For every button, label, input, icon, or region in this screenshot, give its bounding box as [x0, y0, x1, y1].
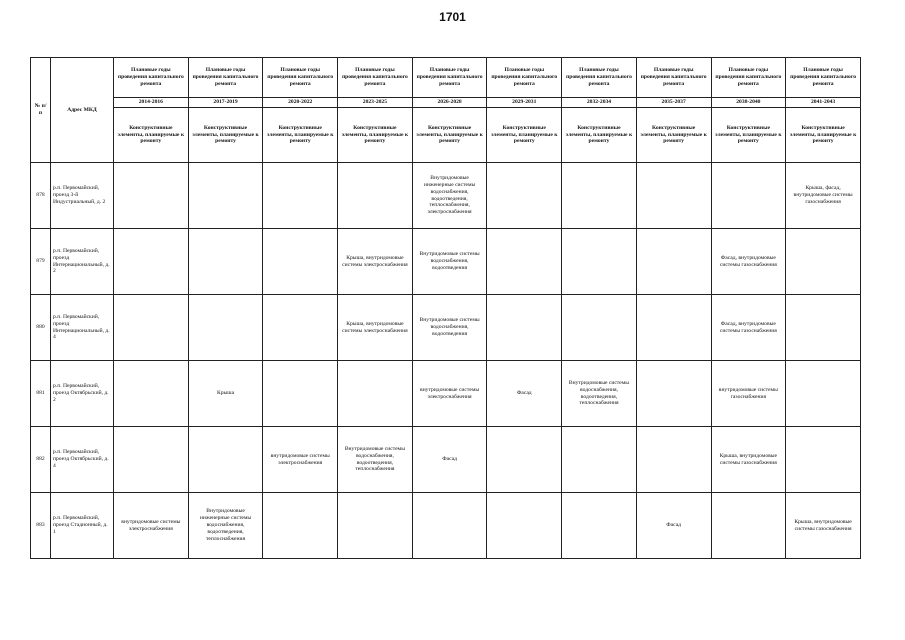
period-years-header: 2026-2028 — [412, 98, 487, 108]
repair-elements-cell: Фасад — [412, 427, 487, 493]
repair-elements-cell — [786, 427, 861, 493]
row-address: р.п. Первомайский, проезд Интернациональный, д. 2 — [51, 229, 114, 295]
period-title-header: Плановые годы проведения капитального ремонта — [188, 58, 263, 98]
header-row-descriptions — [31, 108, 861, 163]
header-row-years — [31, 98, 861, 108]
row-number: 882 — [31, 427, 51, 493]
repair-elements-cell — [338, 163, 413, 229]
repair-elements-cell — [562, 229, 637, 295]
repair-elements-cell — [263, 361, 338, 427]
repair-elements-cell: внутридомовые системы электроснабжения — [263, 427, 338, 493]
repair-elements-cell — [263, 295, 338, 361]
row-address: р.п. Первомайский, проезд Интернациональный, д. 4 — [51, 295, 114, 361]
period-years-header: 2023-2025 — [338, 98, 413, 108]
repair-elements-cell — [114, 295, 189, 361]
repair-elements-cell: Крыша, внутридомовые системы электроснабжения — [338, 295, 413, 361]
period-elements-header: Конструктивные элементы, планируемые к ремонту — [636, 108, 711, 163]
repair-elements-cell — [263, 163, 338, 229]
repair-elements-cell: Фасад, внутридомовые системы газоснабжения — [711, 295, 786, 361]
period-elements-header: Конструктивные элементы, планируемые к ремонту — [562, 108, 637, 163]
repair-elements-cell — [338, 493, 413, 559]
repair-elements-cell: Фасад — [636, 493, 711, 559]
table-row — [31, 229, 861, 295]
repair-elements-cell: Фасад, внутридомовые системы газоснабжения — [711, 229, 786, 295]
repair-elements-cell: Крыша, фасад, внутридомовые системы газоснабжения — [786, 163, 861, 229]
period-elements-header: Конструктивные элементы, планируемые к ремонту — [711, 108, 786, 163]
repair-elements-cell — [412, 493, 487, 559]
period-title-header: Плановые годы проведения капитального ремонта — [412, 58, 487, 98]
table-row — [31, 493, 861, 559]
table-row — [31, 295, 861, 361]
period-elements-header: Конструктивные элементы, планируемые к ремонту — [188, 108, 263, 163]
repair-elements-cell: Внутридомовые инженерные системы водоснабжения, водоотведения, теплоснабжения — [188, 493, 263, 559]
repair-elements-cell — [562, 295, 637, 361]
period-title-header: Плановые годы проведения капитального ремонта — [786, 58, 861, 98]
header-row-titles — [31, 58, 861, 98]
row-number: 880 — [31, 295, 51, 361]
repair-elements-cell — [114, 361, 189, 427]
repair-elements-cell: Крыша, внутридомовые системы газоснабжения — [711, 427, 786, 493]
repair-elements-cell: Крыша, внутридомовые системы газоснабжения — [786, 493, 861, 559]
repair-elements-cell: Внутридомовые системы водоснабжения, водоотведения — [412, 295, 487, 361]
repair-elements-cell — [636, 163, 711, 229]
table-body — [31, 163, 861, 559]
period-title-header: Плановые годы проведения капитального ремонта — [338, 58, 413, 98]
repair-elements-cell — [487, 493, 562, 559]
repair-elements-cell: Крыша, внутридомовые системы электроснабжения — [338, 229, 413, 295]
period-years-header: 2020-2022 — [263, 98, 338, 108]
repair-elements-cell: Внутридомовые системы водоснабжения, водоотведения, теплоснабжения — [562, 361, 637, 427]
repair-elements-cell: Фасад — [487, 361, 562, 427]
period-years-header: 2017-2019 — [188, 98, 263, 108]
repair-elements-cell — [636, 427, 711, 493]
period-title-header: Плановые годы проведения капитального ремонта — [711, 58, 786, 98]
row-number: 881 — [31, 361, 51, 427]
repair-elements-cell — [114, 229, 189, 295]
repair-elements-cell: Внутридомовые системы водоснабжения, водоотведения — [412, 229, 487, 295]
repair-elements-cell — [188, 295, 263, 361]
repair-elements-cell — [636, 361, 711, 427]
repair-elements-cell: внутридомовые системы электроснабжения — [114, 493, 189, 559]
period-elements-header: Конструктивные элементы, планируемые к ремонту — [114, 108, 189, 163]
page-number: 1701 — [439, 10, 466, 24]
repair-elements-cell — [786, 361, 861, 427]
repair-elements-cell — [711, 493, 786, 559]
period-years-header: 2041-2043 — [786, 98, 861, 108]
capital-repair-table — [30, 57, 861, 559]
repair-elements-cell — [786, 229, 861, 295]
period-elements-header: Конструктивные элементы, планируемые к ремонту — [263, 108, 338, 163]
repair-elements-cell — [188, 229, 263, 295]
row-number: 883 — [31, 493, 51, 559]
repair-elements-cell: внутридомовые системы электроснабжения — [412, 361, 487, 427]
repair-elements-cell: Внутридомовые инженерные системы водоснабжения, водоотведения, теплоснабжения, электроснабжения — [412, 163, 487, 229]
period-years-header: 2038-2040 — [711, 98, 786, 108]
period-years-header: 2035-2037 — [636, 98, 711, 108]
repair-elements-cell — [487, 295, 562, 361]
repair-elements-cell — [114, 163, 189, 229]
repair-elements-cell — [786, 295, 861, 361]
row-address: р.п. Первомайский, проезд 3-й Индустриальный, д. 2 — [51, 163, 114, 229]
row-address: р.п. Первомайский, проезд Стадионный, д. 1 — [51, 493, 114, 559]
period-elements-header: Конструктивные элементы, планируемые к ремонту — [786, 108, 861, 163]
repair-elements-cell — [636, 229, 711, 295]
repair-elements-cell: внутридомовые системы газоснабжения — [711, 361, 786, 427]
address-column-header: Адрес МКД — [51, 58, 114, 163]
period-title-header: Плановые годы проведения капитального ремонта — [114, 58, 189, 98]
repair-elements-cell — [263, 229, 338, 295]
repair-elements-cell — [562, 163, 637, 229]
period-elements-header: Конструктивные элементы, планируемые к ремонту — [487, 108, 562, 163]
period-elements-header: Конструктивные элементы, планируемые к ремонту — [412, 108, 487, 163]
repair-elements-cell — [562, 493, 637, 559]
period-years-header: 2032-2034 — [562, 98, 637, 108]
period-title-header: Плановые годы проведения капитального ремонта — [562, 58, 637, 98]
repair-elements-cell — [636, 295, 711, 361]
row-address: р.п. Первомайский, проезд Октябрьский, д. 2 — [51, 361, 114, 427]
table-row — [31, 163, 861, 229]
num-column-header: № п/п — [31, 58, 51, 163]
repair-elements-cell — [114, 427, 189, 493]
repair-elements-cell — [487, 427, 562, 493]
row-address: р.п. Первомайский, проезд Октябрьский, д. 4 — [51, 427, 114, 493]
period-title-header: Плановые годы проведения капитального ремонта — [636, 58, 711, 98]
repair-elements-cell: Внутридомовые системы водоснабжения, водоотведения, теплоснабжения — [338, 427, 413, 493]
repair-elements-cell — [711, 163, 786, 229]
table-row — [31, 427, 861, 493]
repair-elements-cell — [562, 427, 637, 493]
row-number: 878 — [31, 163, 51, 229]
period-years-header: 2029-2031 — [487, 98, 562, 108]
repair-elements-cell: Крыша — [188, 361, 263, 427]
repair-elements-cell — [263, 493, 338, 559]
period-years-header: 2014-2016 — [114, 98, 189, 108]
table-row — [31, 361, 861, 427]
repair-elements-cell — [188, 163, 263, 229]
repair-elements-cell — [487, 163, 562, 229]
row-number: 879 — [31, 229, 51, 295]
period-elements-header: Конструктивные элементы, планируемые к ремонту — [338, 108, 413, 163]
repair-elements-cell — [188, 427, 263, 493]
period-title-header: Плановые годы проведения капитального ремонта — [263, 58, 338, 98]
period-title-header: Плановые годы проведения капитального ремонта — [487, 58, 562, 98]
repair-elements-cell — [338, 361, 413, 427]
repair-elements-cell — [487, 229, 562, 295]
